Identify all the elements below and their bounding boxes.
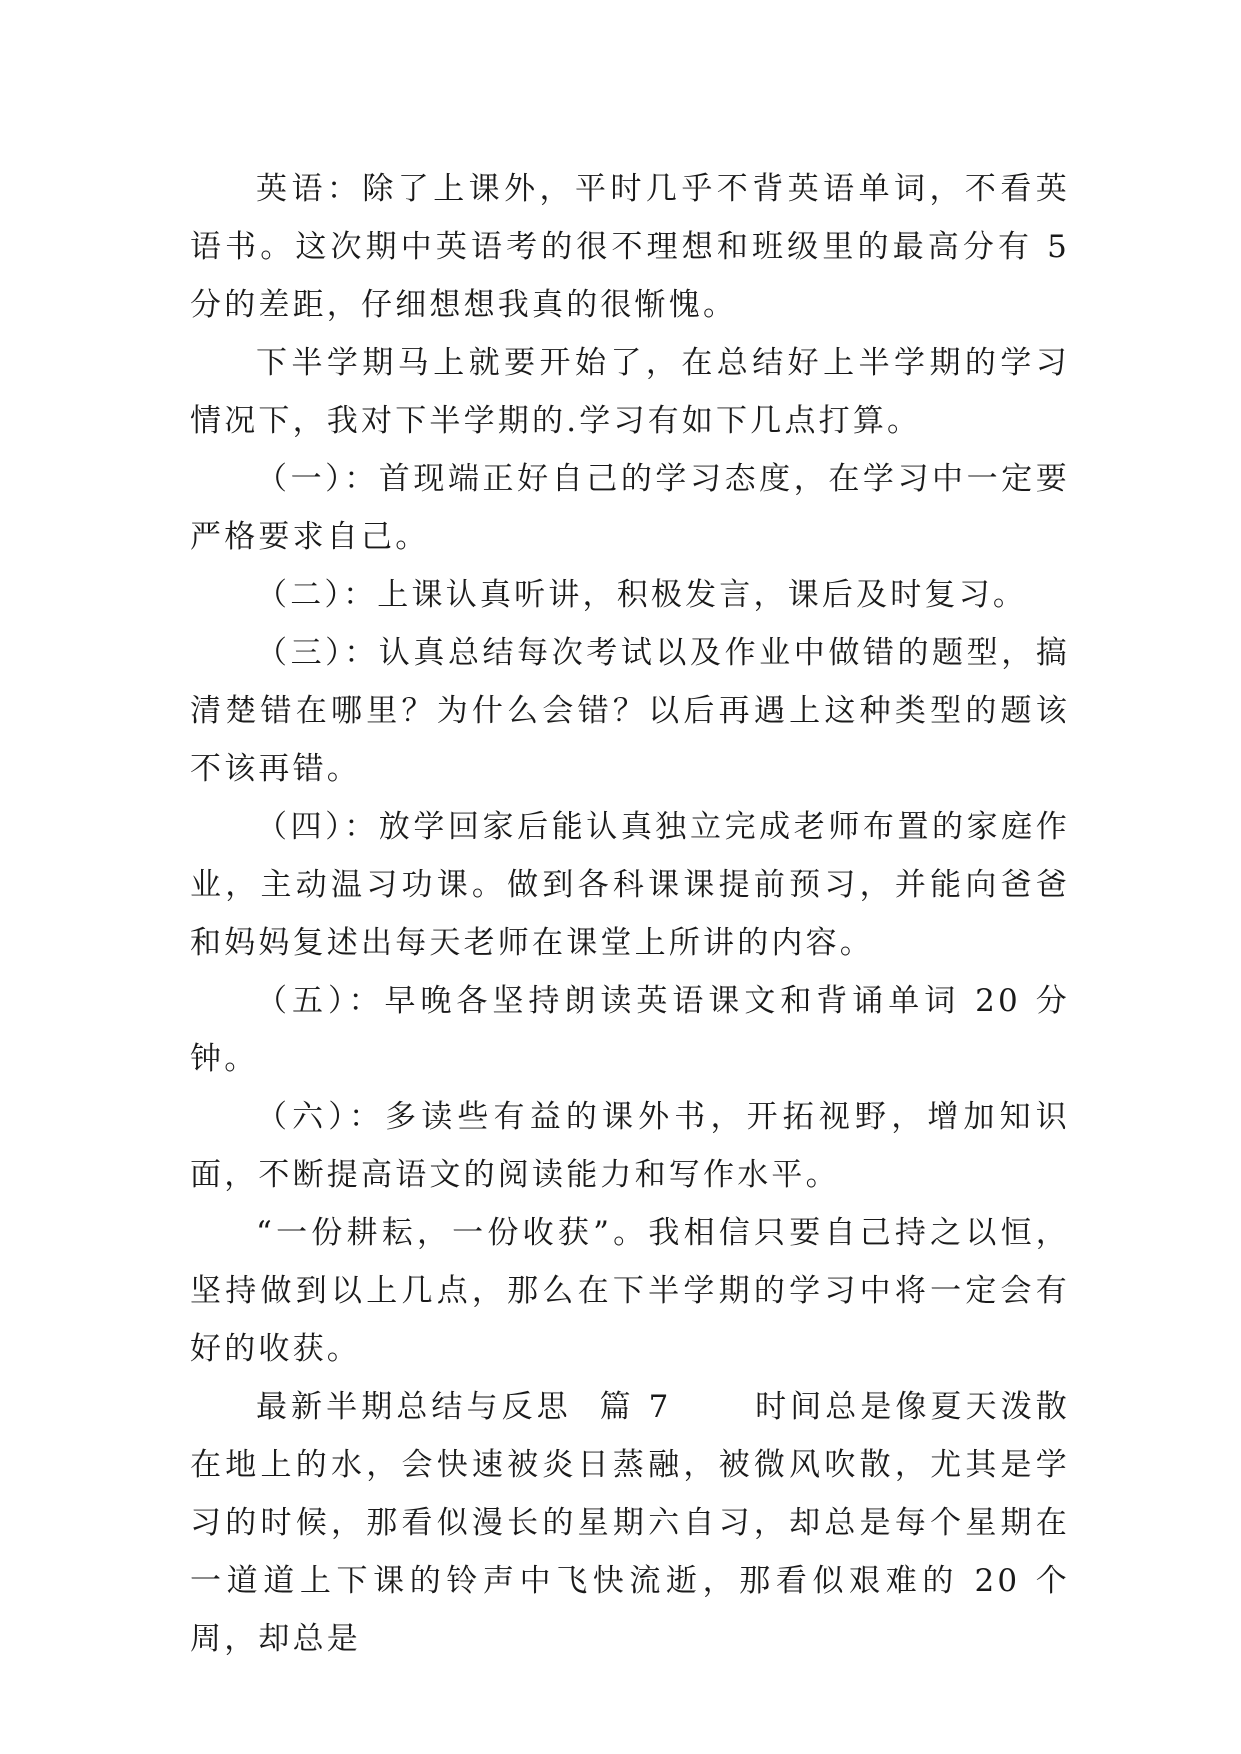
document-body	[190, 160, 1084, 1668]
paragraph-article-7-start: 最新半期总结与反思 篇 7 时间总是像夏天泼散在地上的水，会快速被炎日蒸融，被微风吹散，尤其是学习的时候，那看似漫长的星期六自习，却总是每个星期在一道道上下课的铃声中飞快流逝，那看似艰难的 20 个周，却总是	[190, 1389, 1070, 1657]
paragraph-english-review: 英语：除了上课外，平时几乎不背英语单词，不看英语书。这次期中英语考的很不理想和班级里的最高分有 5 分的差距，仔细想想我真的很惭愧。	[190, 171, 1084, 323]
paragraph-conclusion: “一份耕耘，一份收获”。我相信只要自己持之以恒，坚持做到以上几点，那么在下半学期的学习中将一定会有好的收获。	[190, 1215, 1070, 1367]
paragraph-plan-item-6: （六）：多读些有益的课外书，开拓视野，增加知识面，不断提高语文的阅读能力和写作水平。	[190, 1099, 1070, 1193]
paragraph-plan-intro: 下半学期马上就要开始了，在总结好上半学期的学习情况下，我对下半学期的.学习有如下几点打算。	[190, 345, 1070, 439]
paragraph-plan-item-5: （五）：早晚各坚持朗读英语课文和背诵单词 20 分钟。	[190, 983, 1070, 1077]
paragraph-plan-item-3: （三）：认真总结每次考试以及作业中做错的题型，搞清楚错在哪里？为什么会错？以后再遇上这种类型的题该不该再错。	[190, 635, 1070, 787]
paragraph-plan-item-1: （一）：首现端正好自己的学习态度，在学习中一定要严格要求自己。	[190, 461, 1070, 555]
paragraph-plan-item-2: （二）：上课认真听讲，积极发言，课后及时复习。	[256, 577, 1028, 613]
paragraph-plan-item-4: （四）：放学回家后能认真独立完成老师布置的家庭作业，主动温习功课。做到各科课课提前预习，并能向爸爸和妈妈复述出每天老师在课堂上所讲的内容。	[190, 809, 1070, 961]
